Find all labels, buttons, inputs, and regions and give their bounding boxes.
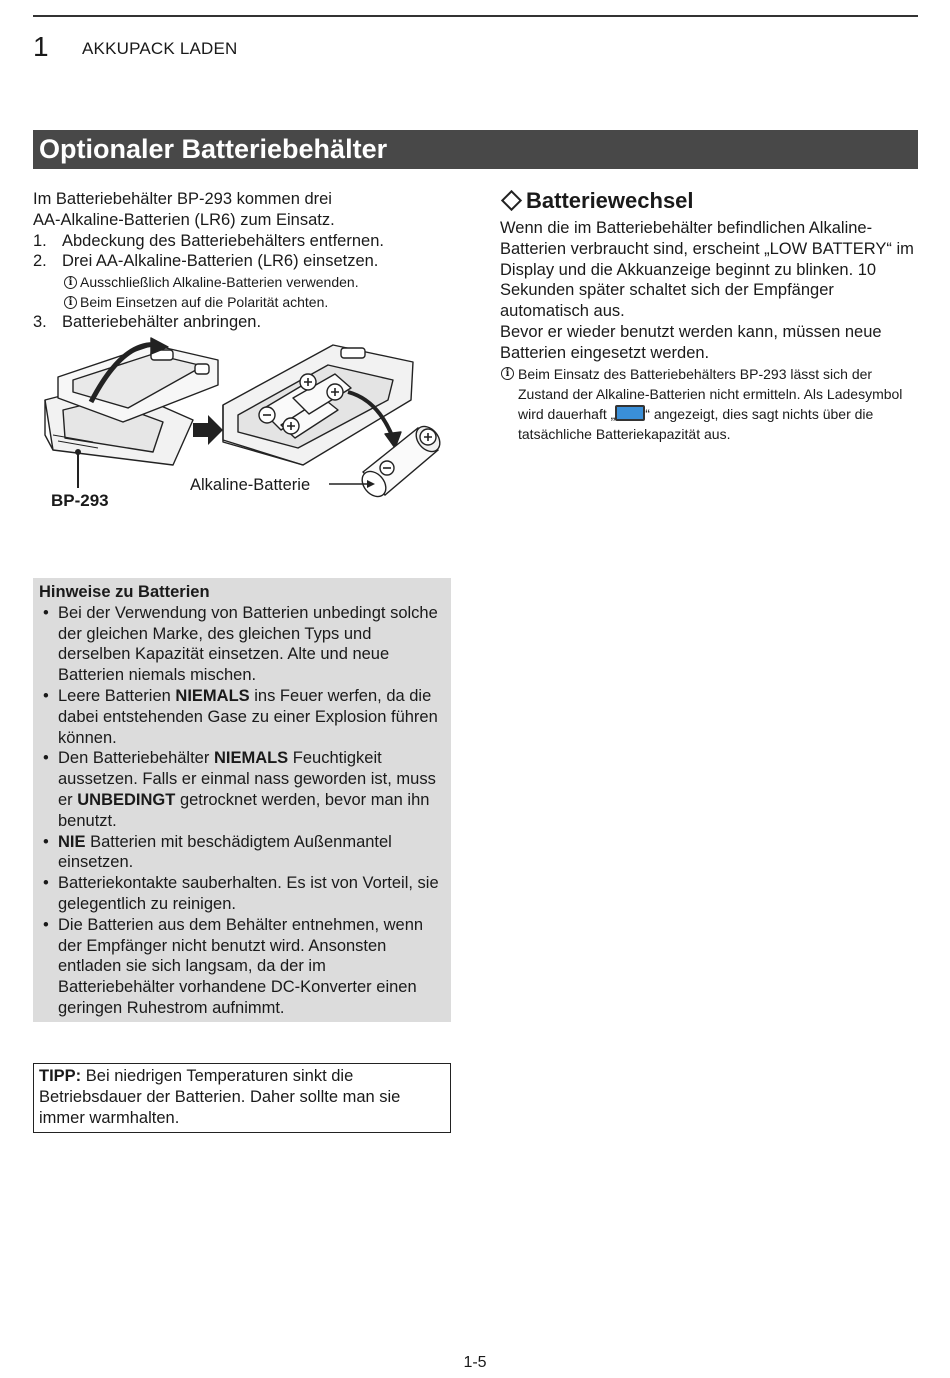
step-text: Abdeckung des Batteriebehälters entfernen. [62, 231, 384, 250]
hinweise-title: Hinweise zu Batterien [39, 583, 210, 601]
label-alkaline-battery: Alkaline-Batterie [190, 476, 311, 494]
info-icon: i [501, 367, 514, 380]
list-item-text: Die Batterien aus dem Behälter entnehmen, wenn der Empfänger nicht benutzt wird. Ansonsten entladen sie sich langsam, da der im Batteriebehälter vorhandene DC-Konverter einen geringen Ruhestrom aufnimmt. [58, 915, 424, 1017]
step-number: 3. [33, 313, 47, 332]
step-note [33, 272, 453, 292]
list-item [39, 603, 445, 686]
batteriewechsel-column [500, 189, 920, 445]
bullet-icon: • [43, 832, 49, 851]
step-text: Drei AA-Alkaline-Batterien (LR6) einsetzen. [62, 252, 379, 271]
chapter-number: 1 [33, 31, 49, 62]
emphasis: UNBEDINGT [77, 790, 176, 809]
tipp-box [33, 1063, 451, 1133]
bullet-icon: • [43, 686, 49, 705]
top-rule [33, 15, 918, 17]
batteriewechsel-title: Batteriewechsel [526, 188, 694, 213]
page-number: 1-5 [463, 1354, 487, 1371]
battery-case-inserted [223, 345, 413, 465]
emphasis: NIEMALS [175, 686, 250, 705]
batteriewechsel-heading [500, 189, 920, 213]
info-icon: i [64, 296, 77, 309]
step-text: Batteriebehälter anbringen. [62, 313, 262, 332]
chapter-title: AKKUPACK LADEN [82, 39, 238, 58]
battery-case-open [45, 338, 218, 465]
list-item-text: Den Batteriebehälter [58, 749, 214, 768]
list-item-text: Batterien mit beschädigtem Außenmantel einsetzen. [58, 832, 392, 872]
diamond-icon [501, 190, 522, 211]
list-item [39, 686, 445, 748]
note-text: “ angezeigt, dies sagt nichts über die tatsächliche Batteriekapazität aus. [518, 406, 874, 443]
list-item [39, 832, 445, 874]
tipp-label: TIPP: [39, 1067, 82, 1085]
intro-line: Im Batteriebehälter BP-293 kommen drei [33, 190, 332, 208]
note-text: Beim Einsatz des Batteriebehälters BP-293 lässt sich der Zustand der Alkaline-Batterien nicht ermitteln. Als Ladesymbol wird dauerhaft „ [518, 365, 903, 423]
step-number: 1. [33, 231, 47, 250]
list-item-text: ins Feuer werfen, da die dabei entstehenden Gase zu einer Explosion führen können. [58, 686, 438, 747]
intro-column [33, 189, 453, 333]
info-icon: i [64, 276, 77, 289]
arrow-right-icon [193, 415, 223, 445]
battery-case-diagram [33, 330, 463, 515]
bullet-icon: • [43, 749, 49, 768]
step-number: 2. [33, 252, 47, 271]
emphasis: NIEMALS [213, 749, 289, 768]
list-item-text: Bei der Verwendung von Batterien unbedingt solche der gleichen Marke, des gleichen Typs und derselben Kapazität einsetzen. Alte und neue Batterien niemals mischen. [58, 603, 438, 685]
bullet-icon: • [43, 915, 49, 934]
step-note [33, 292, 453, 312]
label-bp293: BP-293 [51, 491, 109, 510]
bullet-icon: • [43, 874, 49, 893]
list-item-text: Feuchtigkeit aussetzen. Falls er einmal nass geworden ist, muss er [58, 749, 436, 809]
emphasis: NIE [58, 832, 86, 851]
list-item-text: Batteriekontakte sauberhalten. Es ist von Vorteil, sie gelegentlich zu reinigen. [58, 874, 439, 913]
list-item [39, 915, 445, 1019]
batteriewechsel-paragraph: Wenn die im Batteriebehälter befindlichen Alkaline-Batterien verbraucht sind, erscheint „LOW BATTERY“ im Display und die Akkuanzeige beginnt zu blinken. 10 Sekunden später schaltet sich der Empfänger automatisch aus. [500, 219, 914, 321]
list-item-text: Leere Batterien [58, 686, 176, 705]
list-item [39, 748, 445, 831]
step-1 [33, 231, 453, 252]
list-item [39, 873, 445, 915]
battery-symbol-icon [615, 405, 645, 421]
section-title: Optionaler Batteriebehälter [33, 130, 918, 169]
batteriewechsel-note [500, 364, 920, 445]
step-2 [33, 251, 453, 272]
hinweise-box [33, 578, 451, 1022]
intro-line: AA-Alkaline-Batterien (LR6) zum Einsatz. [33, 210, 335, 229]
list-item-text: getrocknet werden, bevor man ihn benutzt. [58, 790, 430, 830]
step-note-text: Beim Einsetzen auf die Polarität achten. [80, 294, 329, 311]
bullet-icon: • [43, 603, 49, 622]
tipp-text: Bei niedrigen Temperaturen sinkt die Betriebsdauer der Batterien. Daher sollte man sie immer warmhalten. [39, 1067, 401, 1127]
batteriewechsel-paragraph: Bevor er wieder benutzt werden kann, müssen neue Batterien eingesetzt werden. [500, 322, 882, 362]
step-note-text: Ausschließlich Alkaline-Batterien verwenden. [80, 274, 359, 291]
